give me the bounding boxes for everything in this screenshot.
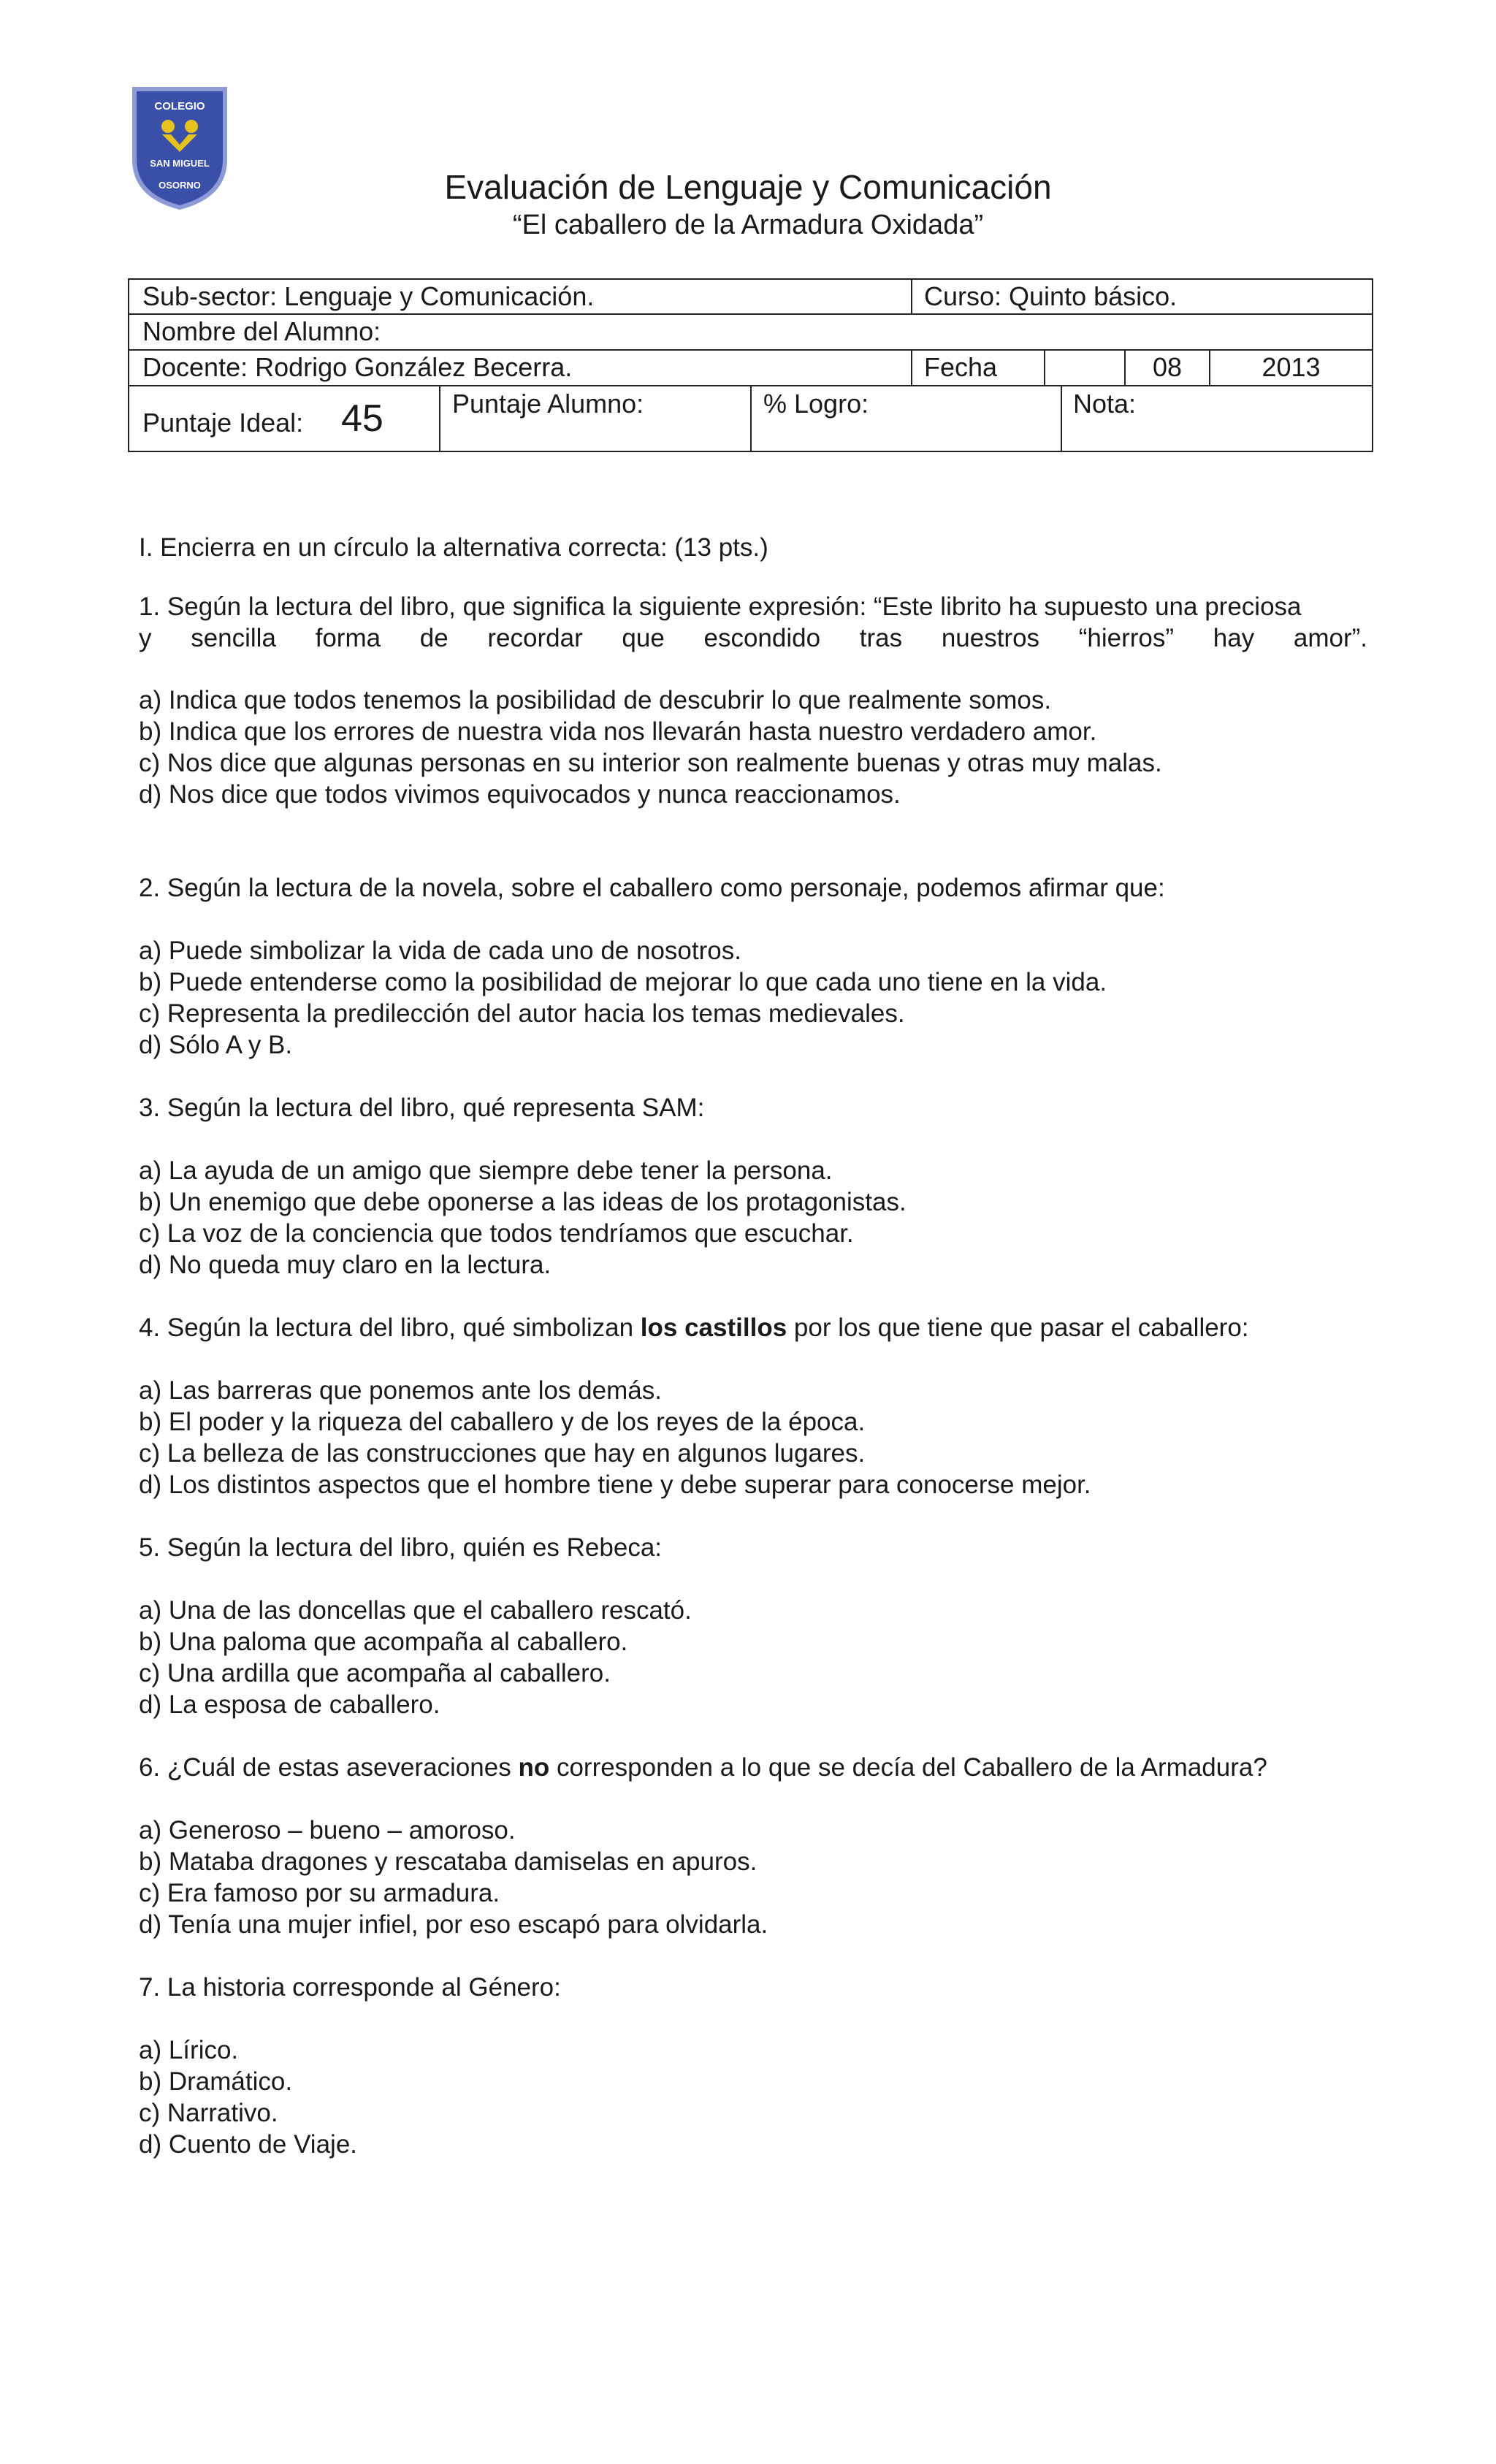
word: escondido: [703, 624, 821, 652]
question-6-text-bold: no: [518, 1753, 550, 1782]
question-2-option-a[interactable]: a) Puede simbolizar la vida de cada uno de nosotros.: [139, 937, 741, 965]
table-divider: [1061, 385, 1062, 452]
question-4-text: [139, 1312, 1249, 1344]
question-6-text: [139, 1752, 1267, 1784]
question-3-text: 3. Según la lectura del libro, qué representa SAM:: [139, 1094, 705, 1122]
question-4-option-c[interactable]: c) La belleza de las construcciones que hay en algunos lugares.: [139, 1439, 866, 1468]
question-5-option-d[interactable]: d) La esposa de caballero.: [139, 1690, 440, 1719]
question-1-text-line2: [139, 622, 1367, 655]
word: “hierros”: [1078, 624, 1175, 652]
word: recordar: [487, 624, 583, 652]
word: de: [419, 624, 449, 652]
logo-top-text: COLEGIO: [154, 100, 205, 112]
question-1-text: 1. Según la lectura del libro, que significa la siguiente expresión: “Este librito ha supuesto una preciosa: [139, 592, 1302, 621]
logo-bottom-text: OSORNO: [159, 180, 201, 191]
word: sencilla: [191, 624, 276, 652]
puntaje-alumno-field[interactable]: Puntaje Alumno:: [452, 389, 644, 419]
word: tras: [859, 624, 903, 652]
word: y: [139, 624, 152, 652]
table-divider: [439, 385, 440, 452]
question-7-text: 7. La historia corresponde al Género:: [139, 1973, 561, 2002]
question-7-option-a[interactable]: a) Lírico.: [139, 2036, 239, 2064]
question-4-option-b[interactable]: b) El poder y la riqueza del caballero y de los reyes de la época.: [139, 1408, 866, 1436]
question-5-option-a[interactable]: a) Una de las doncellas que el caballero rescató.: [139, 1596, 692, 1625]
question-5-option-b[interactable]: b) Una paloma que acompaña al caballero.: [139, 1628, 628, 1656]
page-subtitle: “El caballero de la Armadura Oxidada”: [512, 210, 984, 240]
question-3-option-a[interactable]: a) La ayuda de un amigo que siempre debe tener la persona.: [139, 1156, 833, 1185]
question-2-option-c[interactable]: c) Representa la predilección del autor hacia los temas medievales.: [139, 999, 905, 1028]
question-1-option-c[interactable]: c) Nos dice que algunas personas en su interior son realmente buenas y otras muy malas.: [139, 749, 1162, 777]
question-1-option-d[interactable]: d) Nos dice que todos vivimos equivocados y nunca reaccionamos.: [139, 780, 901, 809]
table-divider: [911, 349, 912, 385]
word: que: [622, 624, 665, 652]
question-6-text-start: 6. ¿Cuál de estas aseveraciones: [139, 1753, 519, 1782]
section-instruction: I. Encierra en un círculo la alternativa correcta: (13 pts.): [139, 533, 768, 562]
question-3-option-d[interactable]: d) No queda muy claro en la lectura.: [139, 1251, 552, 1279]
student-name-field[interactable]: Nombre del Alumno:: [142, 316, 381, 346]
question-5-text: 5. Según la lectura del libro, quién es Rebeca:: [139, 1533, 663, 1562]
question-6-option-b[interactable]: b) Mataba dragones y rescataba damiselas en apuros.: [139, 1847, 757, 1876]
fecha-month: 08: [1152, 352, 1183, 382]
question-2-text: 2. Según la lectura de la novela, sobre el caballero como personaje, podemos afirmar que:: [139, 874, 1165, 902]
docente-cell: Docente: Rodrigo González Becerra.: [142, 352, 573, 382]
nota-field[interactable]: Nota:: [1073, 389, 1137, 419]
table-divider: [129, 313, 1372, 315]
table-divider: [750, 385, 752, 452]
question-3-option-c[interactable]: c) La voz de la conciencia que todos tendríamos que escuchar.: [139, 1219, 854, 1248]
fecha-label: Fecha: [924, 352, 998, 382]
question-7-option-d[interactable]: d) Cuento de Viaje.: [139, 2130, 358, 2159]
question-4-text-end: por los que tiene que pasar el caballero:: [787, 1313, 1249, 1342]
logo-middle-text: SAN MIGUEL: [150, 158, 210, 169]
page-title: Evaluación de Lenguaje y Comunicación: [444, 168, 1052, 206]
student-info-table: [128, 278, 1373, 452]
question-2-option-d[interactable]: d) Sólo A y B.: [139, 1031, 293, 1059]
question-4-text-start: 4. Según la lectura del libro, qué simbolizan: [139, 1313, 641, 1342]
question-6-option-c[interactable]: c) Era famoso por su armadura.: [139, 1879, 500, 1907]
table-divider: [1044, 349, 1045, 385]
question-4-option-a[interactable]: a) Las barreras que ponemos ante los demás.: [139, 1376, 662, 1405]
question-7-option-b[interactable]: b) Dramático.: [139, 2067, 293, 2096]
table-divider: [911, 280, 912, 313]
question-5-option-c[interactable]: c) Una ardilla que acompaña al caballero.: [139, 1659, 611, 1687]
question-4-option-d[interactable]: d) Los distintos aspectos que el hombre tiene y debe superar para conocerse mejor.: [139, 1471, 1091, 1499]
puntaje-ideal-label: Puntaje Ideal:: [142, 408, 304, 438]
word: nuestros: [941, 624, 1040, 652]
subsector-cell: Sub-sector: Lenguaje y Comunicación.: [142, 281, 595, 311]
question-3-option-b[interactable]: b) Un enemigo que debe oponerse a las ideas de los protagonistas.: [139, 1188, 907, 1216]
word: forma: [315, 624, 381, 652]
question-1-option-a[interactable]: a) Indica que todos tenemos la posibilidad de descubrir lo que realmente somos.: [139, 686, 1052, 714]
question-1-option-b[interactable]: b) Indica que los errores de nuestra vida nos llevarán hasta nuestro verdadero amor.: [139, 717, 1097, 746]
question-7-option-c[interactable]: c) Narrativo.: [139, 2099, 278, 2127]
question-6-option-a[interactable]: a) Generoso – bueno – amoroso.: [139, 1816, 516, 1845]
puntaje-ideal-value: 45: [341, 397, 383, 440]
question-2-option-b[interactable]: b) Puede entenderse como la posibilidad de mejorar lo que cada uno tiene en la vida.: [139, 968, 1107, 996]
question-6-text-end: corresponden a lo que se decía del Caballero de la Armadura?: [549, 1753, 1267, 1782]
word: hay: [1213, 624, 1255, 652]
word: amor”.: [1293, 624, 1367, 652]
logro-field[interactable]: % Logro:: [763, 389, 869, 419]
curso-cell: Curso: Quinto básico.: [924, 281, 1178, 311]
fecha-year: 2013: [1262, 352, 1321, 382]
question-6-option-d[interactable]: d) Tenía una mujer infiel, por eso escapó para olvidarla.: [139, 1910, 768, 1939]
question-4-text-bold: los castillos: [640, 1313, 787, 1342]
table-divider: [129, 349, 1372, 351]
